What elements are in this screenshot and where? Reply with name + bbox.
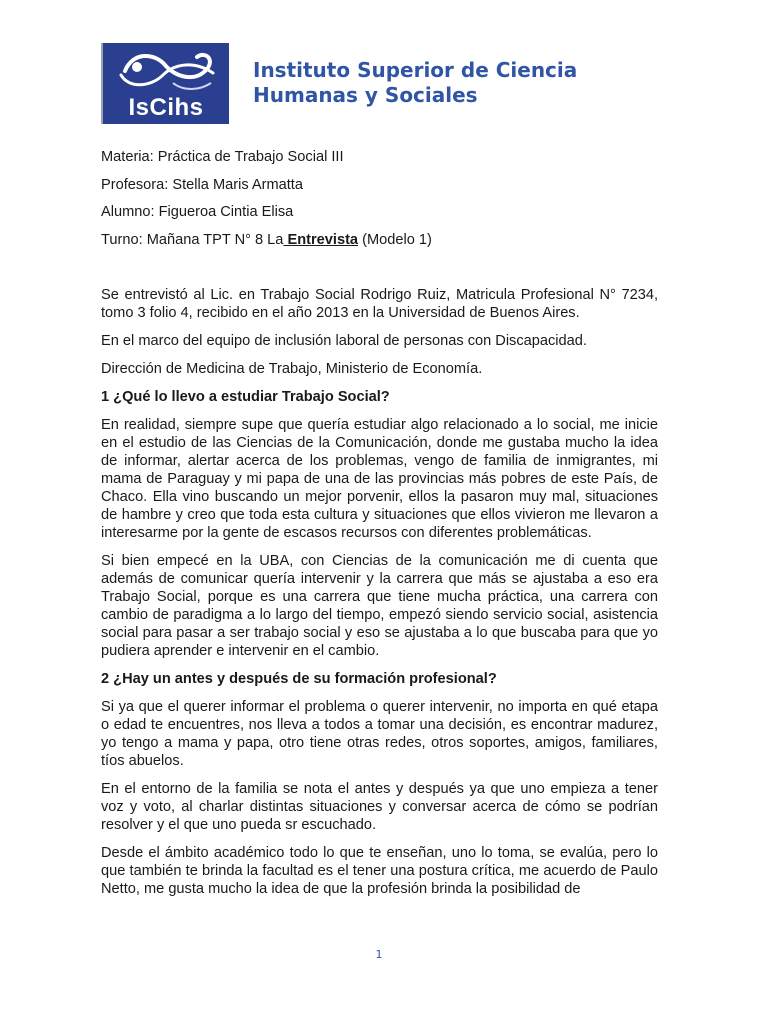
answer-2-paragraph-1: Si ya que el querer informar el problema o querer intervenir, no importa en qué etapa o edad te encuentres, nos lleva a todos a tomar una decisión, es encontrar madurez, yo tengo a mama y papa, otro tiene otras redes, otros soportes, amigos, familiares, tíos abuelos. bbox=[101, 698, 658, 769]
question-1: 1 ¿Qué lo llevo a estudiar Trabajo Social? bbox=[101, 388, 390, 405]
turno-prefix: Turno: Mañana TPT N° 8 La bbox=[101, 231, 284, 248]
answer-2-paragraph-2: En el entorno de la familia se nota el antes y después ya que uno empieza a tener voz y voto, al charlar distintas situaciones y conversar acerca de cómo se podrían resolver y el que uno pueda sr escuchado. bbox=[101, 780, 658, 833]
intro-paragraph-3: Dirección de Medicina de Trabajo, Ministerio de Economía. bbox=[101, 360, 483, 377]
document-body bbox=[101, 148, 658, 898]
answer-1-paragraph-1: En realidad, siempre supe que quería estudiar algo relacionado a lo social, me inicie en el estudio de las Ciencias de la Comunicación, donde me gustaba mucho la idea de informar, alertar acerca de los problemas, vengo de familia de inmigrantes, mi mama de Paraguay y mi papa de una de las provincias más pobres de este País, de Chaco. Ella vino buscando un mejor porvenir, ellos la pasaron muy mal, situaciones de hambre y creo que toda esta cultura y situaciones que ellos vivieron me llevaron a interesarme por la gente de escasos recursos con diferentes problemáticas. bbox=[101, 416, 658, 541]
page-number: 1 bbox=[375, 948, 383, 961]
logo-wordmark: IsCihs bbox=[128, 94, 204, 121]
meta-turno bbox=[101, 231, 658, 249]
question-2: 2 ¿Hay un antes y después de su formación profesional? bbox=[101, 670, 497, 687]
meta-materia: Materia: Práctica de Trabajo Social III bbox=[101, 149, 344, 165]
institution-logo bbox=[101, 43, 229, 124]
intro-paragraph-2: En el marco del equipo de inclusión laboral de personas con Discapacidad. bbox=[101, 332, 587, 349]
answer-1-paragraph-2: Si bien empecé en la UBA, con Ciencias de la comunicación me di cuenta que además de comunicar quería intervenir y la carrera que más se ajustaba a eso era Trabajo Social, porque es una carrera que tiene mucha práctica, una carrera con cambio de paradigma a lo largo del tiempo, empezó siendo servicio social, asistencia social para pasar a ser trabajo social y eso se ajustaba a lo que buscaba para que yo pudiera aprender e intervenir en el cambio. bbox=[101, 552, 658, 659]
answer-2-paragraph-3: Desde el ámbito académico todo lo que te enseñan, uno lo toma, se evalúa, pero lo que también te brinda la facultad es el tener una postura crítica, me acuerdo de Paulo Netto, me gusta mucho la idea de que la profesión brinda la posibilidad de bbox=[101, 844, 658, 897]
document-header bbox=[101, 43, 661, 125]
intro-paragraph-1: Se entrevistó al Lic. en Trabajo Social Rodrigo Ruiz, Matricula Profesional N° 7234, tomo 3 folio 4, recibido en el año 2013 en la Universidad de Buenos Aires. bbox=[101, 286, 658, 321]
meta-alumno: Alumno: Figueroa Cintia Elisa bbox=[101, 204, 294, 220]
institution-name-line2: Humanas y Sociales bbox=[253, 83, 478, 107]
institution-name-line1: Instituto Superior de Ciencia bbox=[253, 58, 578, 82]
turno-emphasis: Entrevista bbox=[283, 231, 359, 248]
institution-name bbox=[253, 58, 633, 108]
turno-suffix: (Modelo 1) bbox=[358, 231, 432, 248]
meta-profesora: Profesora: Stella Maris Armatta bbox=[101, 176, 303, 193]
